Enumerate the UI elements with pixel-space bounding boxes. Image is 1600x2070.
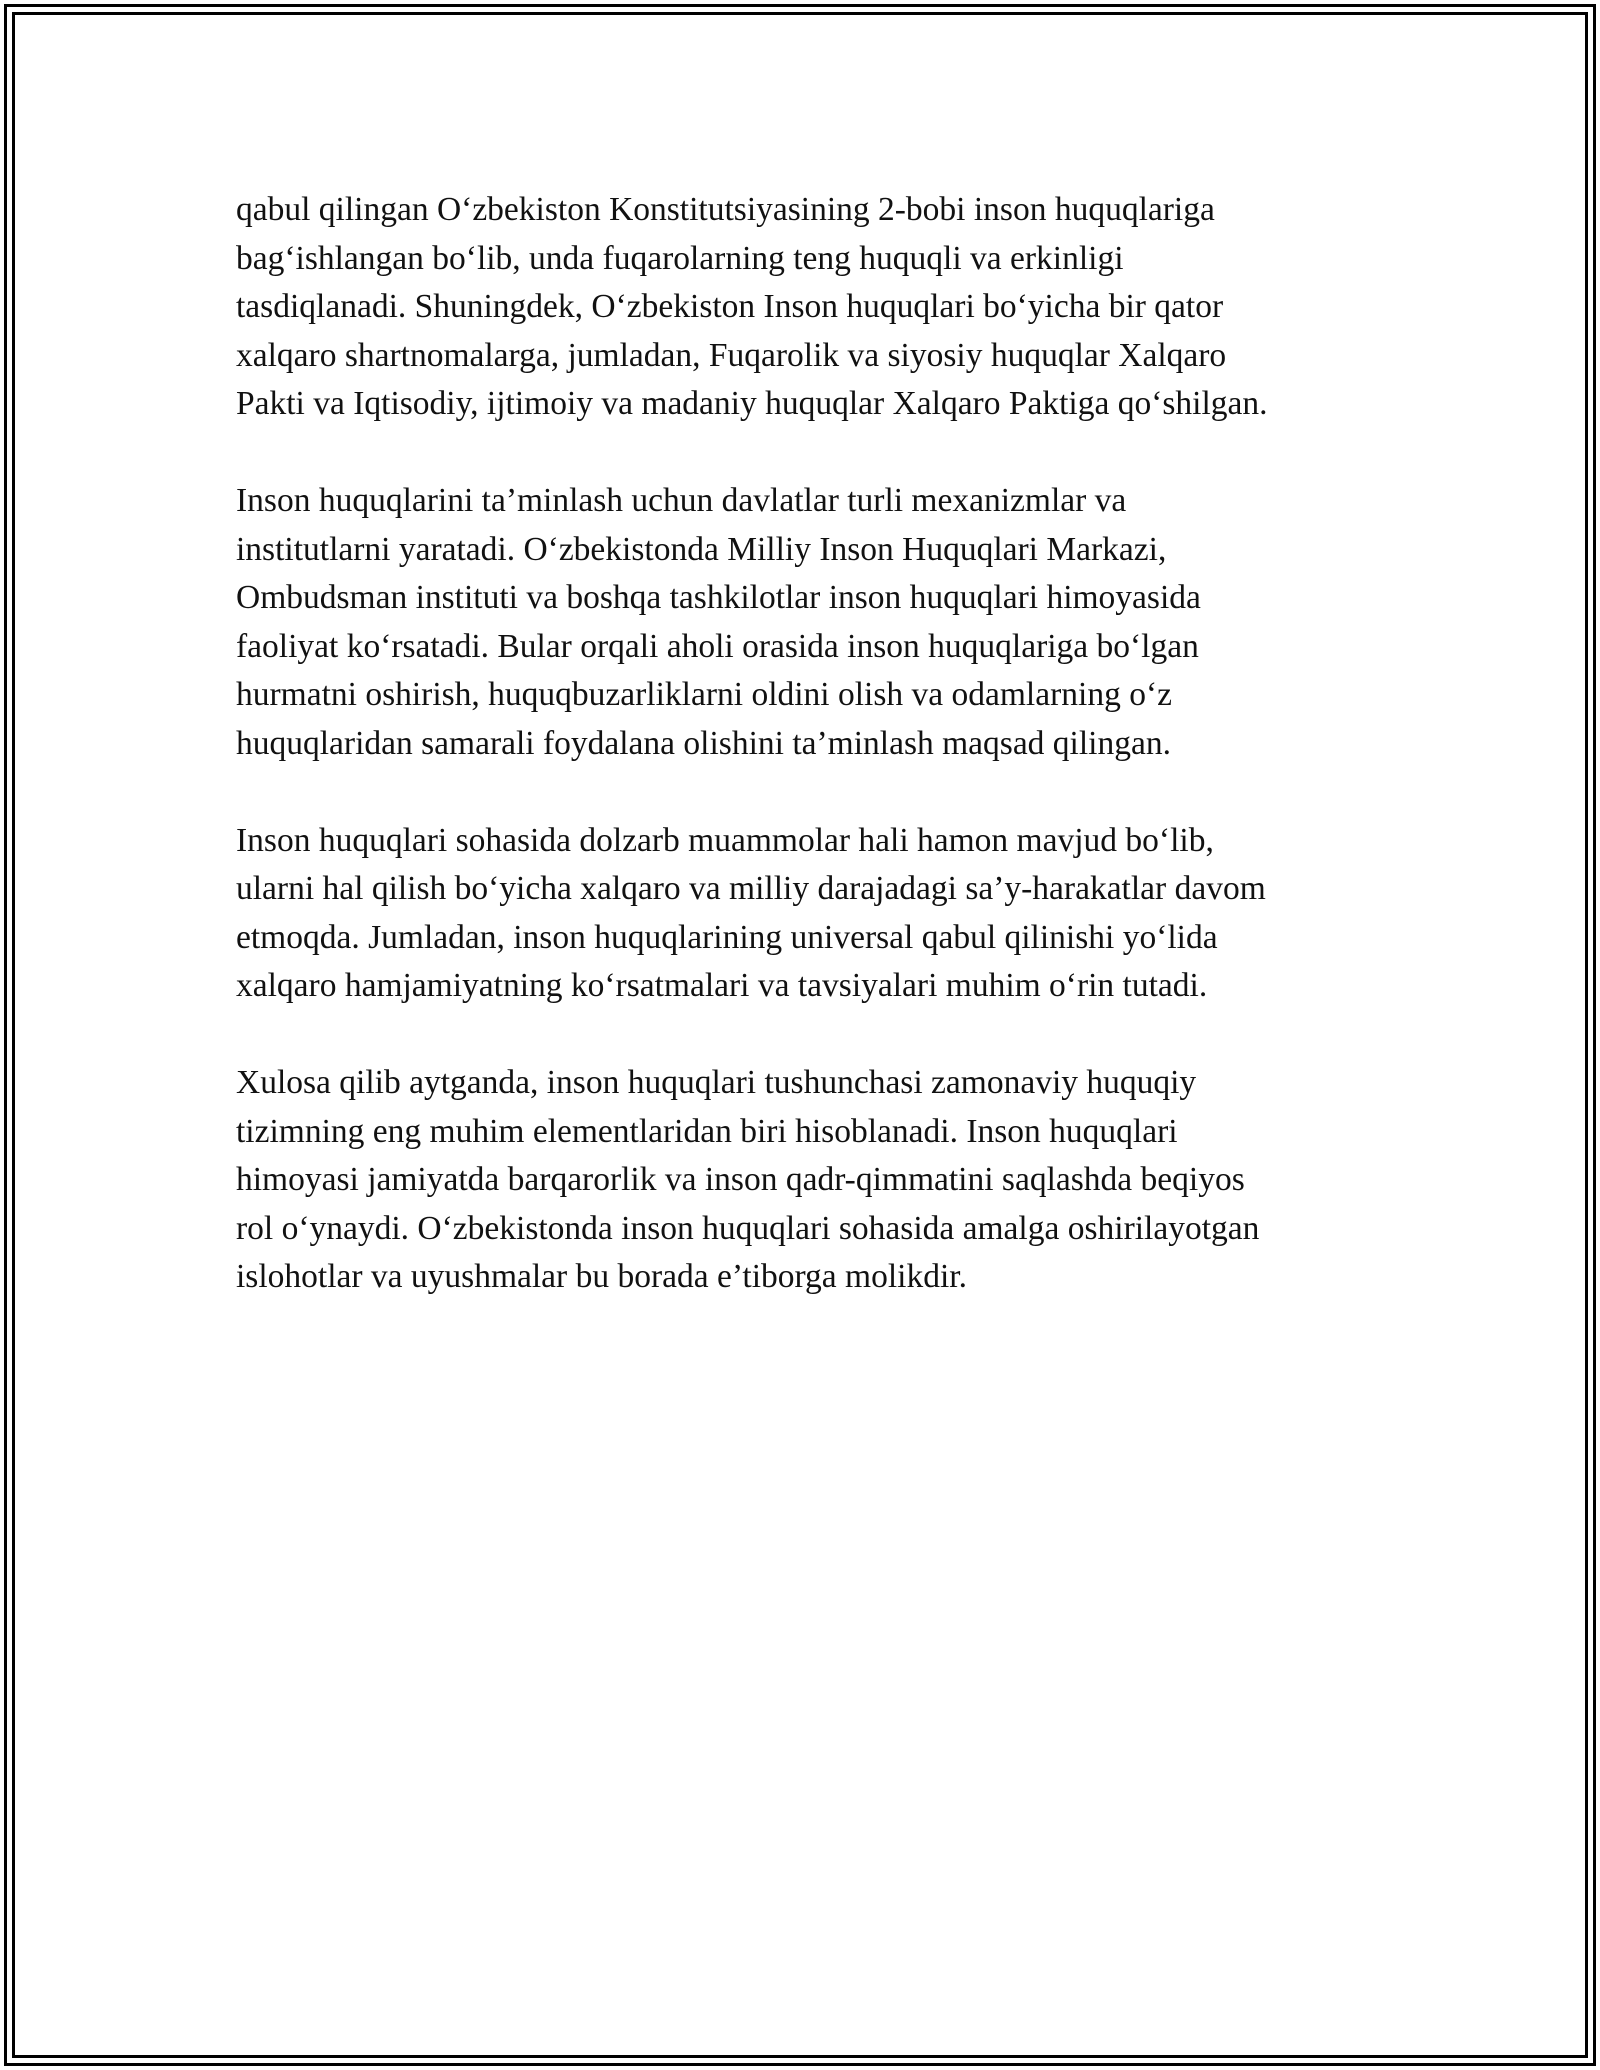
paragraph-1 xyxy=(236,186,1396,429)
text-line: Pakti va Iqtisodiy, ijtimoiy va madaniy huquqlar Xalqaro Paktiga qo‘shilgan. xyxy=(236,385,1268,422)
text-line: institutlarni yaratadi. O‘zbekistonda Milliy Inson Huquqlari Markazi, xyxy=(236,530,1167,568)
paragraph-3 xyxy=(236,817,1396,1011)
text-line: xalqaro hamjamiyatning ko‘rsatmalari va tavsiyalari muhim o‘rin tutadi. xyxy=(236,967,1208,1004)
text-line: xalqaro shartnomalarga, jumladan, Fuqarolik va siyosiy huquqlar Xalqaro xyxy=(236,336,1227,374)
text-line: rol o‘ynaydi. O‘zbekistonda inson huquqlari sohasida amalga oshirilayotgan xyxy=(236,1209,1260,1247)
text-line: bag‘ishlangan bo‘lib, unda fuqarolarning teng huquqli va erkinligi xyxy=(236,239,1124,277)
text-line: islohotlar va uyushmalar bu borada e’tiborga molikdir. xyxy=(236,1258,967,1295)
text-line: hurmatni oshirish, huquqbuzarliklarni oldini olish va odamlarning o‘z xyxy=(236,676,1172,713)
text-line: tizimning eng muhim elementlaridan biri hisoblanadi. Inson huquqlari xyxy=(236,1112,1178,1150)
text-line: etmoqda. Jumladan, inson huquqlarining universal qabul qilinishi yo‘lida xyxy=(236,918,1218,956)
paragraph-2 xyxy=(236,477,1396,768)
text-line: Inson huquqlarini ta’minlash uchun davlatlar turli mexanizmlar va xyxy=(236,482,1127,519)
text-line: tasdiqlanadi. Shuningdek, O‘zbekiston Inson huquqlari bo‘yicha bir qator xyxy=(236,288,1224,325)
text-line: Inson huquqlari sohasida dolzarb muammolar hali hamon mavjud bo‘lib, xyxy=(236,821,1214,859)
text-line: Ombudsman instituti va boshqa tashkilotlar inson huquqlari himoyasida xyxy=(236,579,1201,616)
text-line: himoyasi jamiyatda barqarorlik va inson qadr-qimmatini saqlashda beqiyos xyxy=(236,1161,1245,1198)
paragraph-4 xyxy=(236,1059,1396,1302)
text-line: qabul qilingan O‘zbekiston Konstitutsiyasining 2-bobi inson huquqlariga xyxy=(236,191,1215,228)
text-line: Xulosa qilib aytganda, inson huquqlari tushunchasi zamonaviy huquqiy xyxy=(236,1064,1197,1101)
text-line: faoliyat ko‘rsatadi. Bular orqali aholi orasida inson huquqlariga bo‘lgan xyxy=(236,627,1199,665)
text-line: huquqlaridan samarali foydalana olishini ta’minlash maqsad qilingan. xyxy=(236,724,1171,762)
document-body xyxy=(236,186,1396,1350)
text-line: ularni hal qilish bo‘yicha xalqaro va milliy darajadagi sa’y-harakatlar davom xyxy=(236,870,1266,907)
